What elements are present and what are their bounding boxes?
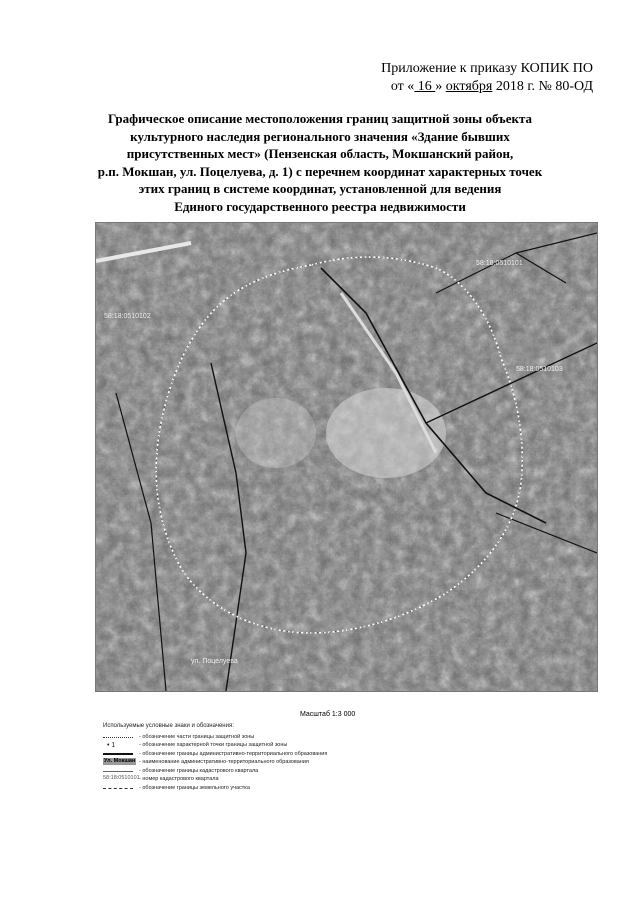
appendix-line: Приложение к приказу КОПИК ПО (381, 61, 593, 76)
legend-item: - обозначение границы административно-территориального образования (103, 750, 403, 759)
legend-item: - обозначение границы земельного участка (103, 784, 403, 793)
map-scale: Масштаб 1:3 000 (300, 711, 356, 718)
open-area (326, 388, 446, 478)
title-line: этих границ в системе координат, установленной для ведения (138, 181, 502, 196)
legend-symbol-thick (103, 750, 139, 758)
map-canvas (96, 223, 597, 691)
street-label: ул. Поцелуева (191, 658, 238, 665)
legend-symbol-tag: Ул. Мокшан (104, 758, 136, 765)
title-line: Единого государственного реестра недвижимости (174, 198, 466, 214)
document-header (293, 60, 593, 96)
title-line: присутственных мест» (Пензенская область, Мокшанский район, (126, 146, 514, 161)
order-day: 16 (414, 79, 436, 94)
legend-symbol-dotted (103, 733, 139, 741)
order-date-line: от « 16 » октября 2018 г. № 80-ОД (390, 79, 593, 94)
legend-symbol-thin (103, 767, 139, 775)
order-month: октября (445, 79, 493, 94)
legend-item: 58:18:0510101 - номер кадастрового квартала (103, 775, 219, 782)
legend-title: Используемые условные знаки и обозначения: (103, 723, 234, 729)
aerial-map (95, 222, 598, 692)
legend-item: - обозначение границы кадастрового квартала (103, 767, 403, 776)
cadastral-label: 58:18:0510102 (104, 313, 151, 320)
cadastral-label: 58:18:0510103 (516, 366, 563, 373)
cadastral-label: 58:18:0510101 (476, 260, 523, 267)
legend-symbol-dash (103, 784, 139, 792)
legend-symbol-point: • 1 (107, 742, 116, 750)
title-line: культурного наследия регионального значения «Здание бывших (130, 128, 510, 144)
legend-item: Ул. Мокшан - наименование административно-территориального образования (104, 758, 309, 765)
title-line: Графическое описание местоположения границ защитной зоны объекта (107, 111, 533, 126)
legend-item: • 1 - обозначение характерной точки границы защитной зоны (103, 741, 403, 750)
legend-item: - обозначение части границы защитной зоны (103, 733, 403, 742)
document-title (80, 110, 560, 215)
legend-symbol-num: 58:18:0510101 (103, 775, 140, 782)
title-line: р.п. Мокшан, ул. Поцелуева, д. 1) с перечнем координат характерных точек (97, 163, 543, 179)
open-area (236, 398, 316, 468)
map-legend (103, 722, 403, 792)
